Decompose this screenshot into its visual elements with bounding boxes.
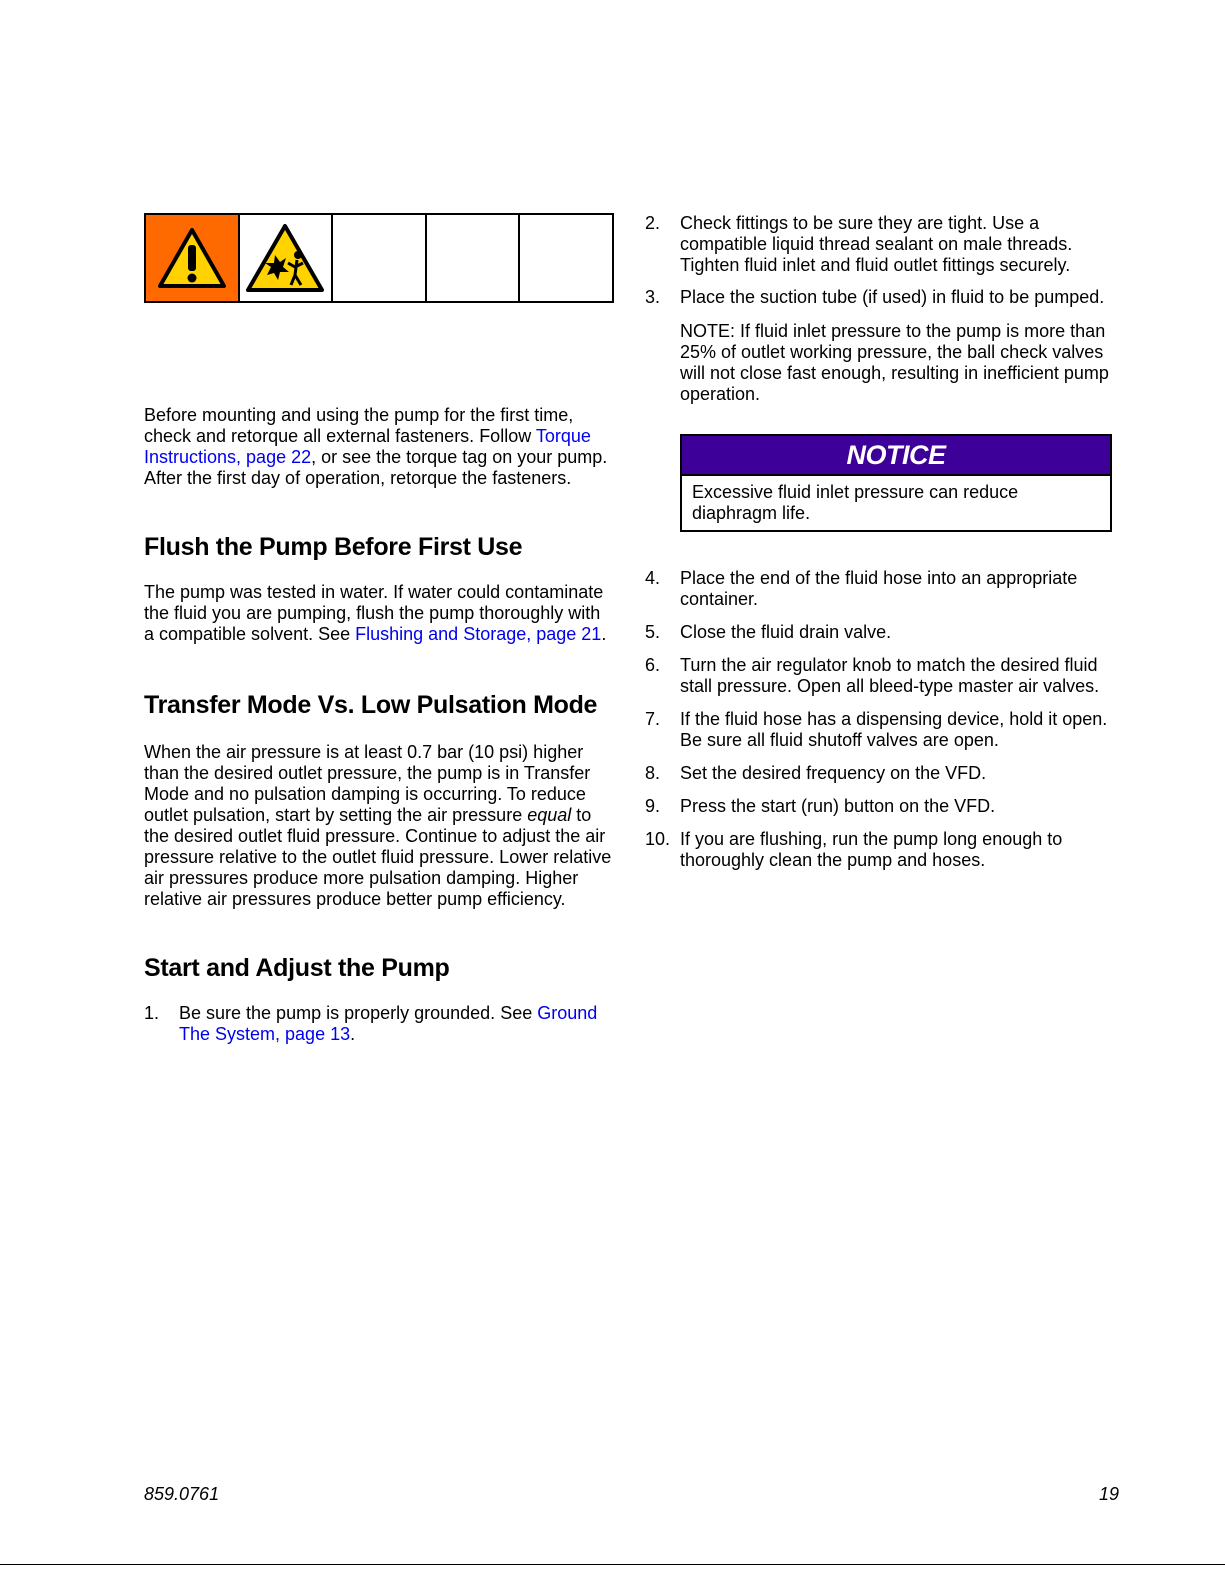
flush-paragraph: The pump was tested in water. If water could contaminate the fluid you are pumping, flush the pump thoroughly with a compatible solvent. See Flushing and Storage, page 21. [144,582,607,644]
empty-symbol-cell [520,215,612,301]
note-paragraph: NOTE: If fluid inlet pressure to the pump is more than 25% of outlet working pressure, the ball check valves will not close fast enough, resulting in inefficient pump operation. [680,321,1109,404]
page-number: 19 [1098,1484,1119,1504]
ground-system-link[interactable]: Ground The System, page 13 [179,1003,598,1044]
notice-text: Excessive fluid inlet pressure can reduce diaphragm life. [692,482,1019,523]
right-column [645,213,1120,871]
torque-instructions-link[interactable]: Torque Instructions, page 22 [144,426,591,467]
document-number: 859.0761 [144,1484,220,1504]
step-item: 10. If you are flushing, run the pump long enough to thoroughly clean the pump and hoses. [645,829,1063,870]
step-item: 8. Set the desired frequency on the VFD. [645,763,987,783]
transfer-mode-paragraph: When the air pressure is at least 0.7 bar (10 psi) higher than the desired outlet pressure, the pump is in Transfer Mode and no pulsation damping is occurring. To reduce outlet pulsation, start by setting the air pressure equal to the desired outlet fluid pressure. Continue to adjust the air pressure relative to the outlet fluid pressure. Lower relative air pressures produce more pulsation damping. Higher relative air pressures produce better pump efficiency. [144,742,612,909]
step-item: 1. Be sure the pump is properly grounded. See Ground The System, page 13. [144,1003,598,1044]
flush-heading: Flush the Pump Before First Use [144,533,523,561]
step-item: 5. Close the fluid drain valve. [645,622,892,642]
notice-box [680,434,1112,532]
notice-title: NOTICE [682,436,1110,476]
empty-symbol-cell [333,215,427,301]
intro-paragraph: Before mounting and using the pump for the first time, check and retorque all external fasteners. Follow Torque Instructions, page 22, or see the torque tag on your pump. After the first day of operation, retorque the fasteners. [144,405,608,488]
step-item: 2. Check fittings to be sure they are tight. Use a compatible liquid thread sealant on male threads. Tighten fluid inlet and fluid outlet fittings securely. [645,213,1073,275]
transfer-mode-heading: Transfer Mode Vs. Low Pulsation Mode [144,691,598,719]
step-item: 4. Place the end of the fluid hose into an appropriate container. [645,568,1078,609]
left-column [144,213,614,1045]
explosion-hazard-icon [240,215,334,301]
start-adjust-heading: Start and Adjust the Pump [144,954,450,982]
warning-triangle-icon [146,215,240,301]
hazard-symbols-row [144,213,614,303]
step-item: 9. Press the start (run) button on the VFD. [645,796,996,816]
step-item: 7. If the fluid hose has a dispensing device, hold it open. Be sure all fluid shutoff valves are open. [645,709,1108,750]
flushing-storage-link[interactable]: Flushing and Storage, page 21 [355,624,602,644]
bottom-rule [0,1564,1225,1565]
step-item: 3. Place the suction tube (if used) in fluid to be pumped. [645,287,1105,307]
empty-symbol-cell [427,215,521,301]
step-item: 6. Turn the air regulator knob to match the desired fluid stall pressure. Open all bleed-type master air valves. [645,655,1100,696]
